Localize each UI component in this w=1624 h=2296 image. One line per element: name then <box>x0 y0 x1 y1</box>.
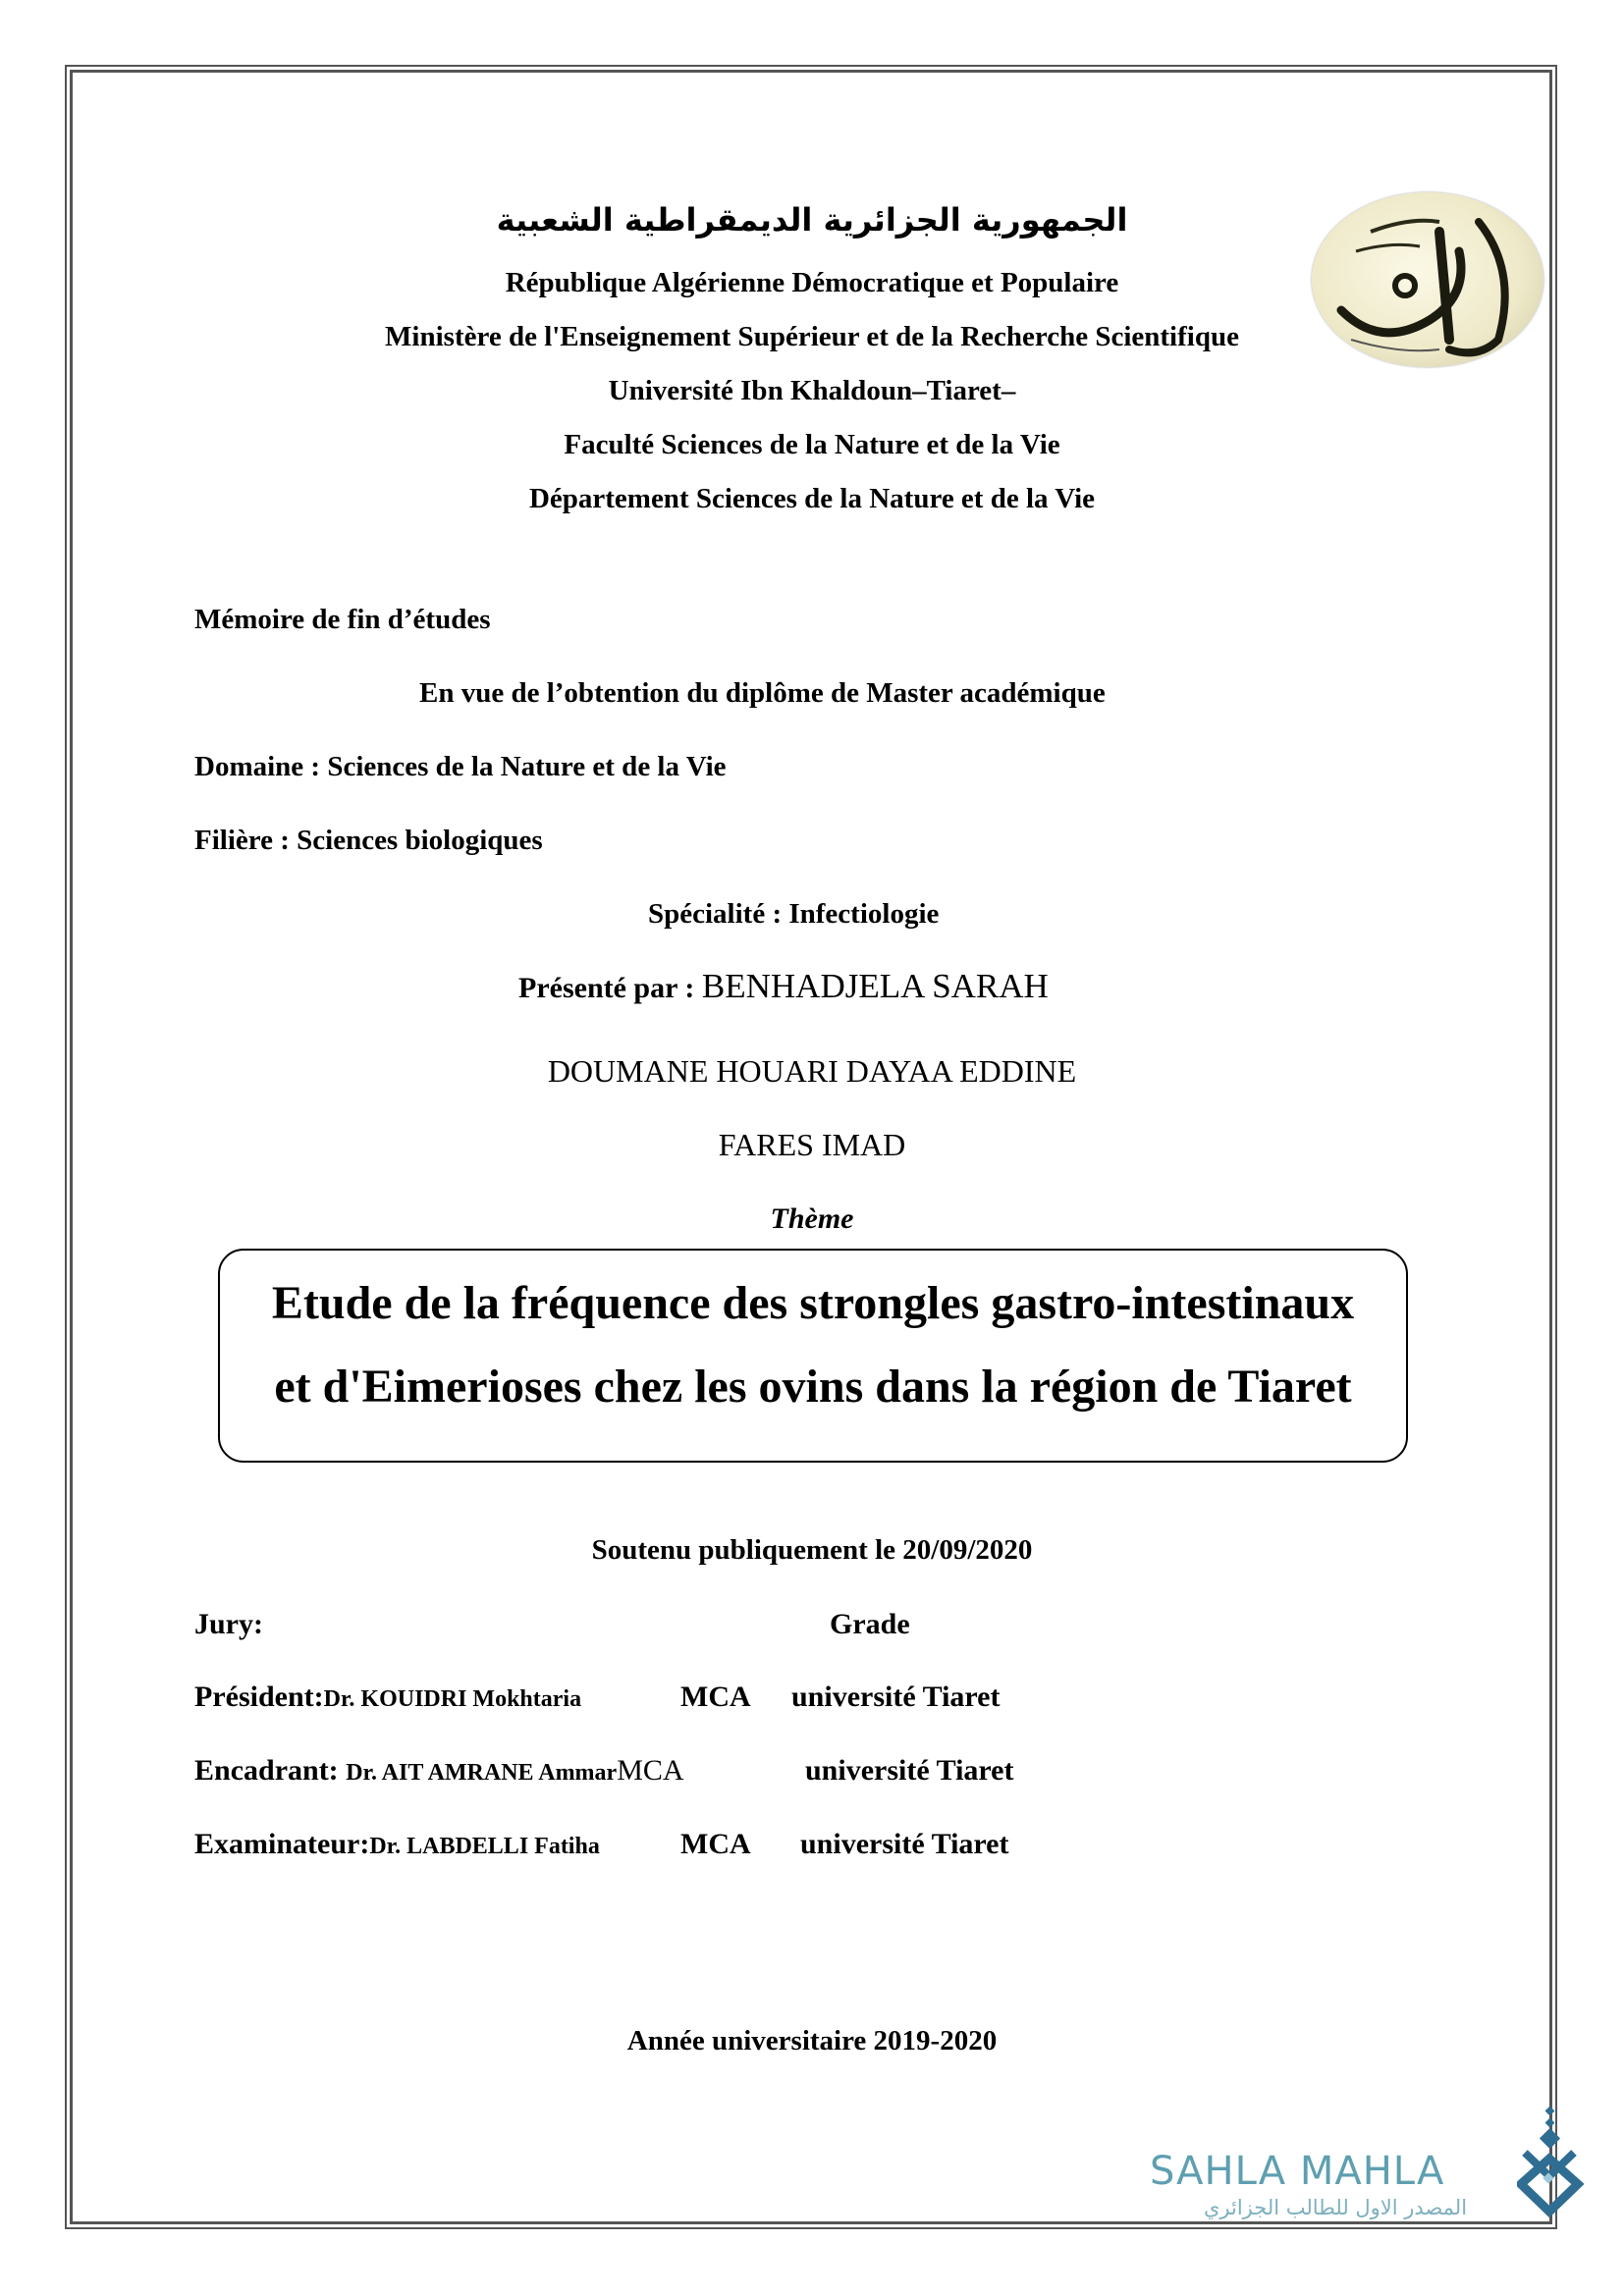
presented-by-label: Présenté par : <box>518 972 702 1004</box>
jury-institution: université Tiaret <box>805 1754 1014 1787</box>
jury-institution: université Tiaret <box>800 1828 1009 1860</box>
jury-name: Dr. AIT AMRANE Ammar <box>346 1760 618 1786</box>
jury-role: Examinateur: <box>194 1828 370 1860</box>
jury-grade: MCA <box>617 1754 684 1787</box>
thesis-specialite: Spécialité : Infectiologie <box>648 898 940 930</box>
presented-by <box>518 967 1049 1006</box>
thesis-purpose: En vue de l’obtention du diplôme de Master académique <box>419 677 1106 709</box>
jury-member-examinateur <box>194 1828 1009 1861</box>
thesis-title-line: Etude de la fréquence des strongles gastro-intestinaux <box>271 1277 1355 1329</box>
author-name: BENHADJELA SARAH <box>701 967 1049 1005</box>
sahla-mahla-logo-icon <box>1517 2106 1586 2223</box>
jury-role: Président: <box>194 1681 324 1713</box>
theme-label: Thème <box>770 1202 854 1235</box>
department-name: Département Sciences de la Nature et de la Vie <box>528 483 1096 514</box>
grade-header: Grade <box>830 1608 910 1640</box>
academic-year: Année universitaire 2019-2020 <box>626 2025 998 2056</box>
jury-role: Encadrant: <box>194 1754 347 1787</box>
defense-date: Soutenu publiquement le 20/09/2020 <box>591 1534 1033 1566</box>
republic-name: République Algérienne Démocratique et Populaire <box>505 267 1119 298</box>
sahla-mahla-watermark <box>1134 2115 1546 2223</box>
arabic-republic-title: الجمهورية الجزائرية الديمقراطية الشعبية <box>496 201 1128 239</box>
university-name: Université Ibn Khaldoun–Tiaret– <box>608 375 1016 406</box>
thesis-domain: Domaine : Sciences de la Nature et de la Vie <box>194 751 727 782</box>
jury-name: Dr. LABDELLI Fatiha <box>369 1834 600 1859</box>
ministry-name: Ministère de l'Enseignement Supérieur et de la Recherche Scientifique <box>385 321 1239 352</box>
thesis-type: Mémoire de fin d’études <box>194 604 491 635</box>
jury-label: Jury: <box>194 1608 263 1640</box>
jury-grade: MCA <box>680 1828 751 1860</box>
jury-name: Dr. KOUIDRI Mokhtaria <box>323 1686 582 1712</box>
jury-institution: université Tiaret <box>791 1681 1001 1713</box>
thesis-title-line: et d'Eimerioses chez les ovins dans la région de Tiaret <box>274 1361 1352 1413</box>
jury-grade: MCA <box>680 1681 751 1713</box>
jury-member-encadrant <box>194 1754 1014 1788</box>
thesis-filiere: Filière : Sciences biologiques <box>194 825 543 856</box>
jury-member-president <box>194 1681 1001 1714</box>
faculty-name: Faculté Sciences de la Nature et de la Vie <box>564 429 1060 460</box>
author-name: FARES IMAD <box>718 1127 906 1162</box>
university-seal-icon <box>1312 192 1543 367</box>
author-name: DOUMANE HOUARI DAYAA EDDINE <box>547 1053 1077 1089</box>
watermark-brand: SAHLA MAHLA <box>1150 2149 1445 2194</box>
watermark-tagline: المصدر الاول للطالب الجزائري <box>1203 2196 1468 2219</box>
